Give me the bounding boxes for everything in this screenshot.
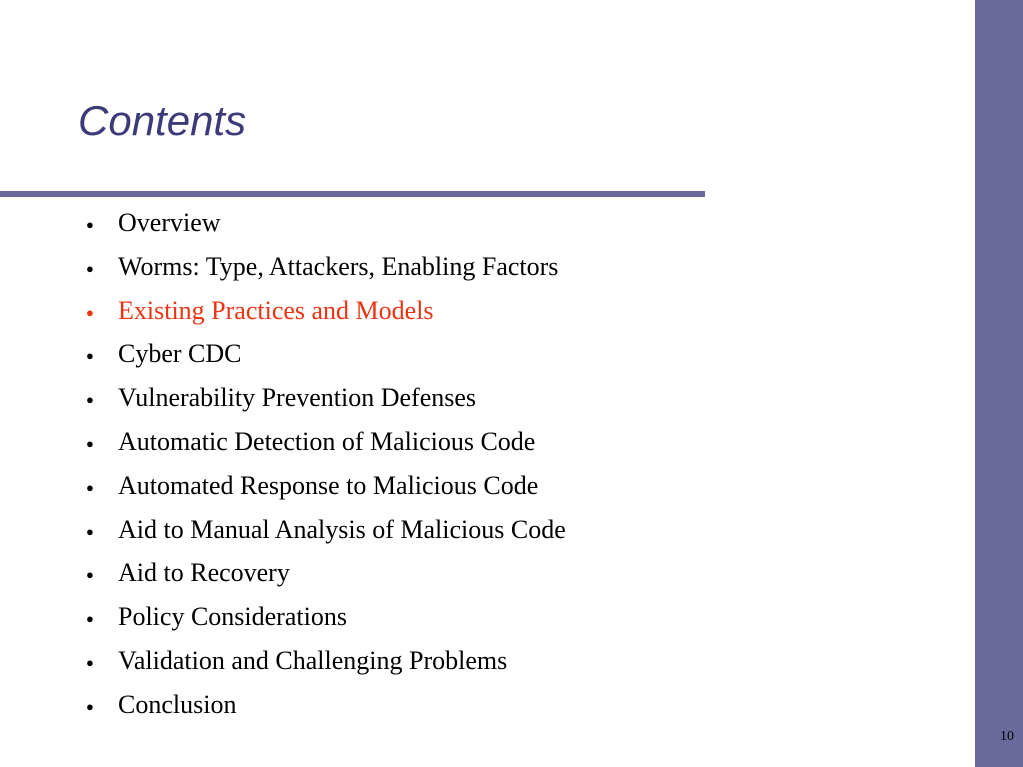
list-item-label: Existing Practices and Models xyxy=(118,295,434,325)
bullet-icon: ● xyxy=(86,435,94,451)
list-item-label: Worms: Type, Attackers, Enabling Factors xyxy=(118,251,559,281)
page-number: 10 xyxy=(1000,729,1014,744)
list-item-cyber-cdc xyxy=(0,332,566,376)
side-accent-bar xyxy=(975,0,1023,767)
bullet-icon: ● xyxy=(86,348,94,364)
list-item-policy-considerations xyxy=(0,595,566,639)
list-item-aid-to-recovery xyxy=(0,551,566,595)
contents-list xyxy=(0,201,566,727)
list-item-worms xyxy=(0,245,566,289)
list-item-label: Validation and Challenging Problems xyxy=(118,645,508,675)
list-item-label: Aid to Manual Analysis of Malicious Code xyxy=(118,514,566,544)
bullet-icon: ● xyxy=(86,392,94,408)
bullet-icon: ● xyxy=(86,567,94,583)
bullet-icon: ● xyxy=(86,523,94,539)
list-item-label: Vulnerability Prevention Defenses xyxy=(118,383,477,413)
list-item-label: Automated Response to Malicious Code xyxy=(118,470,539,500)
bullet-icon: ● xyxy=(86,260,94,276)
slide-title: Contents xyxy=(78,97,247,144)
bullet-icon: ● xyxy=(86,698,94,714)
list-item-validation xyxy=(0,639,566,683)
list-item-automatic-detection xyxy=(0,420,566,464)
list-item-label: Automatic Detection of Malicious Code xyxy=(118,426,536,456)
list-item-label: Aid to Recovery xyxy=(118,558,290,588)
list-item-existing-practices xyxy=(0,289,566,333)
list-item-automated-response xyxy=(0,464,566,508)
bullet-icon: ● xyxy=(86,304,94,320)
bullet-icon: ● xyxy=(86,654,94,670)
list-item-label: Policy Considerations xyxy=(118,602,347,632)
bullet-icon: ● xyxy=(86,611,94,627)
bullet-icon: ● xyxy=(86,479,94,495)
list-item-manual-analysis xyxy=(0,508,566,552)
title-underline-rule xyxy=(0,191,705,197)
list-item-conclusion xyxy=(0,683,566,727)
list-item-label: Conclusion xyxy=(118,689,237,719)
list-item-vulnerability-prevention xyxy=(0,376,566,420)
list-item-label: Cyber CDC xyxy=(118,339,242,369)
bullet-icon: ● xyxy=(86,217,94,232)
list-item-label: Overview xyxy=(118,208,221,237)
list-item-overview xyxy=(0,201,566,245)
